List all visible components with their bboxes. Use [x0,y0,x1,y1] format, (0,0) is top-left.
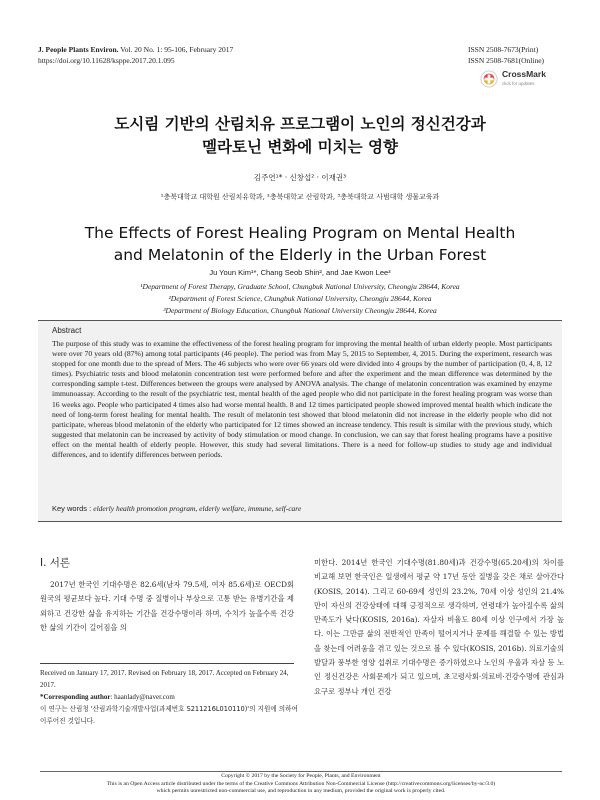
corresponding-author [40,691,300,703]
body-left-column: 2017년 한국인 기대수명은 82.6세(남자 79.5세, 여자 85.6세)로 OECD회원국의 평균보다 높다. 기대 수명 중 질병이나 부상으로 고통 받는 유병기간을 제외하고 건강한 삶을 유지하는 기간을 건강수명이라 하며, 수치가 높을수록 건강한 삶의 기간이 길어짐을 의 [40,580,294,632]
body-right-column: 미한다. 2014년 한국인 기대수명(81.80세)과 건강수명(65.20세)의 차이를 비교해 보면 한국인은 일생에서 평균 약 17년 동안 질병을 갖은 채로 살아간다(KOSIS, 2014). 그리고 60-69세 성인의 23.2%, 70세 이상 성인의 21.4%만이 자신의 건강상태에 대해 긍정적으로 생각하며, 연령대가 높아질수록 삶의 만족도가 낮다(KOSIS, 2016a). 자살자 비율도 80세 이상 인구에서 가장 높다. 이는 그만큼 삶의 전반적인 만족이 떨어지거나 문제를 해결할 수 있는 방법을 찾는데 어려움을 겪고 있는 것으로 볼 수 있다(KOSIS, 2016b). 의료기술의 발달과 풍부한 영양 섭취로 기대수명은 증가하였으나 노인의 우울과 자살 등 노인 정신건강은 사회문제가 되고 있으며, 초고령사회·의료비·건강수명에 관심과 요구로 정부나 개인 건강 [314,558,564,696]
footnotes [40,667,300,727]
abstract-heading: Abstract [52,326,82,335]
issn-block [468,44,544,66]
crossmark-sub: click for updates [502,81,535,86]
english-title-line1: The Effects of Forest Healing Program on Mental Health [84,224,516,242]
keywords [52,504,301,513]
korean-affiliations: ¹충북대학교 대학원 산림치유학과, ²충북대학교 산림학과, ³충북대학교 사범대학 생물교육과 [160,193,440,201]
korean-title-line2: 멜라토닌 변화에 미치는 영향 [202,137,398,156]
copyright-line2: This is an Open Access article distributed under the terms of the Creative Commons Attribution Non-Commercial License (http://creativecommons.org/licenses/by-nc/3.0) [106,780,496,787]
funding-note: 이 연구는 산림청 '산림과학기술개발사업(과제번호 S211216L010110)'의 지원에 의하여 이루어진 것입니다. [40,705,298,725]
doi-link[interactable]: https://doi.org/10.11628/ksppe.2017.20.1.095 [38,56,175,65]
affiliation-3: ³Department of Biology Education, Chungbuk National University Cheongju 28644, Korea [163,306,437,315]
english-title-line2: and Melatonin of the Elderly in the Urban Forest [113,246,487,264]
korean-title-line1: 도시림 기반의 산림치유 프로그램이 노인의 정신건강과 [114,114,486,133]
journal-citation: Vol. 20 No. 1: 95-106, February 2017 [118,45,234,54]
crossmark-badge[interactable] [480,68,560,90]
keywords-value: elderly health promotion program, elderly welfare, immune, self-care [93,504,302,513]
korean-title [0,112,600,158]
bottom-divider [40,771,562,772]
issn-online: ISSN 2508-7681(Online) [468,56,545,65]
copyright-line1: Copyright © 2017 by the Society for People, Plants, and Environment [221,773,381,779]
received-dates: Received on January 17, 2017. Revised on February 18, 2017. Accepted on February 24, 2017. [40,669,289,689]
english-authors: Ju Youn Kim¹*, Chang Seob Shin², and Jae Kwon Lee³ [209,268,391,277]
issn-print: ISSN 2508-7673(Print) [468,45,539,54]
copyright-line3: which permits unrestricted non-commercial use, and reproduction in any medium, provided the original work is properly cited. [156,788,446,795]
crossmark-label: CrossMark [502,69,546,79]
keywords-label: Key words : [52,504,94,513]
section-heading: Ⅰ. 서론 [40,557,71,569]
journal-name: J. People Plants Environ. [38,45,119,54]
affiliation-1: ¹Department of Forest Therapy, Graduate School, Chungbuk National University, Cheongju 28644, Korea [140,282,460,291]
english-affiliations [0,281,600,317]
affiliation-2: ²Department of Forest Science, Chungbuk National University, Cheongju 28644, Korea [168,294,432,303]
copyright-block [40,773,562,796]
crossmark-icon [480,70,498,88]
corresponding-email[interactable]: : haanlady@naver.com [110,693,175,701]
abstract-text: The purpose of this study was to examine the effectiveness of the forest healing program for improving the mental health of urban elderly people. Most participants were over 70 years old (87%) among total participants (46 people). The period was from May 5, 2015 to September, 4, 2015. During the experiment, research was stopped for one month due to the spread of Mers. The 46 subjects who were over 66 years old were divided into 4 groups by the number of participation (0, 4, 8, 12 times). Psychiatric tests and blood melatonin concentration test were performed before and after the experiment and the mean difference was determined by the corresponding sample t-test. Differences between the groups were analysed by ANOVA analysis. The change of melatonin concentration was examined by enzyme immunoassay. According to the result of the psychiatric test, mental health of the aged people who did not participate in the forest healing program was worse than 16 weeks ago. People who participated 4 times also had worse mental health. 8 and 12 times participated people showed improved mental health which indicate the need of long-term forest healing for mental health. The result of melatonin test showed that blood melatonin did not increase in the elderly people who did not participate, whereas blood melatonin of the elderly who participated for 12 times showed an increase tendency. This result is similar with the previous study, which suggested that melatonin can be increased by activity of body stimulation or mood change. In conclusion, we can say that forest healing programs have a positive effect on the mental health of elderly people. However, this study had several limitations. There is a need for follow-up studies to study age and individual differences, and to identify differences between periods. [52,339,552,460]
journal-header [38,44,233,66]
english-title [0,222,600,266]
footnote-divider [40,663,294,664]
corresponding-label: *Corresponding author [40,693,111,701]
korean-authors: 김주연¹* · 신창섭² · 이재권³ [253,173,347,182]
